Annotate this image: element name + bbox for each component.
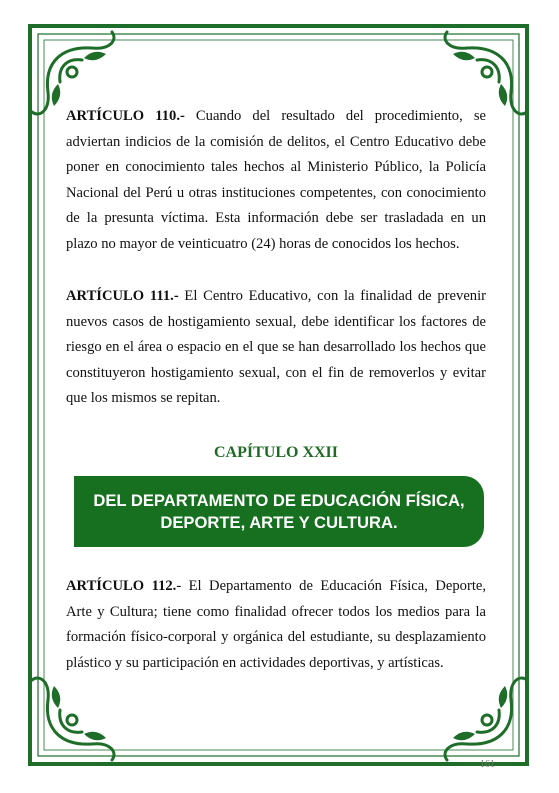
- article-112-label: ARTÍCULO 112.: [66, 578, 177, 594]
- article-111-label: ARTÍCULO 111.-: [66, 288, 179, 304]
- article-110: [66, 104, 486, 258]
- article-112: [66, 574, 486, 676]
- chapter-banner-line-1: DEL DEPARTAMENTO DE EDUCACIÓN FÍSICA,: [93, 490, 465, 510]
- article-111-text: El Centro Educativo, con la finalidad de prevenir nuevos casos de hostigamiento sexual, debe identificar los factores de riesgo en el área o espacio en el que se han desarrollado los hechos que constituyeron hostigamiento sexual, con el fin de removerlos y evitar que los mismos se repitan.: [66, 288, 487, 407]
- article-112-text: - El Departamento de Educación Física, Deporte, Arte y Cultura; tiene como finalidad ofrecer todos los medios para la formación físico-corporal y orgánica del estudiante, su desplazamiento plástico y su participación en actividades deportivas, y artísticas.: [66, 578, 486, 671]
- chapter-banner-line-2: DEPORTE, ARTE Y CULTURA.: [160, 512, 398, 532]
- chapter-banner: [74, 476, 484, 547]
- chapter-title: CAPÍTULO XXII: [213, 444, 338, 461]
- article-110-label: ARTÍCULO 110.-: [66, 108, 185, 124]
- article-110-text: Cuando del resultado del procedimiento, se adviertan indicios de la comisión de delitos, el Centro Educativo debe poner en conocimiento tales hechos al Ministerio Público, la Policía Nacional del Perú u otras instituciones competentes, con conocimiento de la presunta víctima. Esta información debe ser trasladada en un plazo no mayor de veinticuatro (24) horas de conocidos los hechos.: [66, 108, 486, 252]
- chapter-banner-text: [89, 490, 469, 534]
- article-111: [66, 284, 486, 412]
- page-number: 161: [480, 759, 495, 770]
